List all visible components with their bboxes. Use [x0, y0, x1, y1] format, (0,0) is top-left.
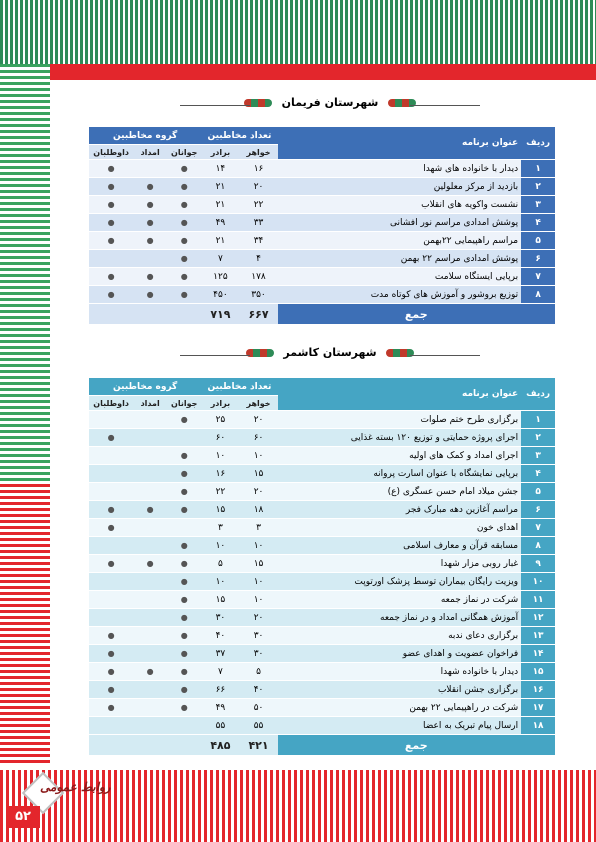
- header-sisters: خواهر: [239, 396, 277, 411]
- sum-sisters: ۴۲۱: [239, 735, 277, 756]
- row-number: ۲: [521, 178, 555, 196]
- volunteers-marker: ●: [89, 663, 133, 681]
- volunteers-marker: ●: [89, 627, 133, 645]
- program-title: اهدای خون: [278, 519, 522, 537]
- volunteers-marker: ●: [89, 196, 133, 214]
- volunteers-marker: ●: [89, 555, 133, 573]
- program-title: بازدید از مرکز معلولین: [278, 178, 522, 196]
- volunteers-marker: ●: [89, 268, 133, 286]
- relief-marker: [133, 465, 167, 483]
- relief-marker: [133, 717, 167, 735]
- row-number: ۳: [521, 196, 555, 214]
- program-title: شرکت در راهپیمایی ۲۲ بهمن: [278, 699, 522, 717]
- relief-marker: ●: [133, 286, 167, 304]
- header-volunteers: داوطلبان: [89, 396, 133, 411]
- row-number: ۱۶: [521, 681, 555, 699]
- relief-marker: ●: [133, 268, 167, 286]
- relief-marker: ●: [133, 501, 167, 519]
- volunteers-marker: ●: [89, 645, 133, 663]
- row-number: ۵: [521, 232, 555, 250]
- sum-label: جمع: [278, 304, 555, 325]
- brothers-count: ۱۲۵: [201, 268, 239, 286]
- sisters-count: ۱۷۸: [239, 268, 277, 286]
- program-title: شرکت در نماز جمعه: [278, 591, 522, 609]
- header-relief: امداد: [133, 396, 167, 411]
- row-number: ۸: [521, 286, 555, 304]
- header-count: تعداد مخاطبین: [201, 378, 277, 396]
- brothers-count: ۴۰: [201, 627, 239, 645]
- table-fariman: [89, 127, 555, 325]
- row-number: ۱۵: [521, 663, 555, 681]
- sisters-count: ۱۸: [239, 501, 277, 519]
- relief-marker: [133, 447, 167, 465]
- sum-row: [89, 735, 555, 756]
- brothers-count: ۷: [201, 250, 239, 268]
- youth-marker: ●: [167, 268, 201, 286]
- program-title: ارسال پیام تبریک به اعضا: [278, 717, 522, 735]
- row-number: ۵: [521, 483, 555, 501]
- brothers-count: ۷: [201, 663, 239, 681]
- program-title: آموزش همگانی امداد و در نماز جمعه: [278, 609, 522, 627]
- row-number: ۱۱: [521, 591, 555, 609]
- sum-label: جمع: [278, 735, 555, 756]
- table-row: [89, 609, 555, 627]
- relief-marker: [133, 160, 167, 178]
- table-row: [89, 681, 555, 699]
- youth-marker: ●: [167, 501, 201, 519]
- table-row: [89, 286, 555, 304]
- youth-marker: [167, 429, 201, 447]
- youth-marker: ●: [167, 286, 201, 304]
- relief-marker: ●: [133, 663, 167, 681]
- header-count: تعداد مخاطبین: [201, 127, 277, 145]
- volunteers-marker: [89, 717, 133, 735]
- sum-brothers: ۴۸۵: [201, 735, 239, 756]
- youth-marker: ●: [167, 573, 201, 591]
- row-number: ۷: [521, 268, 555, 286]
- brothers-count: ۳: [201, 519, 239, 537]
- brothers-count: ۲۱: [201, 196, 239, 214]
- row-number: ۱: [521, 160, 555, 178]
- program-title: فراخوان عضویت و اهدای عضو: [278, 645, 522, 663]
- sisters-count: ۳۰: [239, 645, 277, 663]
- volunteers-marker: ●: [89, 178, 133, 196]
- relief-marker: [133, 250, 167, 268]
- relief-marker: [133, 573, 167, 591]
- sisters-count: ۳۰: [239, 627, 277, 645]
- table-row: [89, 429, 555, 447]
- table-row: [89, 483, 555, 501]
- header-brothers: برادر: [201, 145, 239, 160]
- brothers-count: ۱۵: [201, 501, 239, 519]
- brothers-count: ۱۶: [201, 465, 239, 483]
- brothers-count: ۱۵: [201, 591, 239, 609]
- row-number: ۱۴: [521, 645, 555, 663]
- relief-marker: [133, 411, 167, 429]
- header-volunteers: داوطلبان: [89, 145, 133, 160]
- youth-marker: ●: [167, 465, 201, 483]
- table-row: [89, 411, 555, 429]
- table-row: [89, 501, 555, 519]
- program-title: پوشش امدادی مراسم ۲۲ بهمن: [278, 250, 522, 268]
- volunteers-marker: [89, 537, 133, 555]
- program-title: جشن میلاد امام حسن عسگری (ع): [278, 483, 522, 501]
- sisters-count: ۱۶: [239, 160, 277, 178]
- row-number: ۴: [521, 214, 555, 232]
- left-decorative-stripes: [0, 64, 50, 764]
- page-number: ۵۲: [6, 806, 40, 828]
- table-row: [89, 268, 555, 286]
- row-number: ۳: [521, 447, 555, 465]
- sisters-count: ۵۵: [239, 717, 277, 735]
- volunteers-marker: [89, 465, 133, 483]
- sisters-count: ۱۵: [239, 465, 277, 483]
- program-title: دیدار با خانواده های شهدا: [278, 160, 522, 178]
- program-title: برپایی ایستگاه سلامت: [278, 268, 522, 286]
- youth-marker: ●: [167, 196, 201, 214]
- row-number: ۱۸: [521, 717, 555, 735]
- volunteers-marker: [89, 250, 133, 268]
- program-title: اجرای امداد و کمک های اولیه: [278, 447, 522, 465]
- sisters-count: ۲۰: [239, 483, 277, 501]
- brothers-count: ۱۰: [201, 537, 239, 555]
- program-title: نشست واکویه های انقلاب: [278, 196, 522, 214]
- program-title: غبار روبی مزار شهدا: [278, 555, 522, 573]
- youth-marker: ●: [167, 699, 201, 717]
- volunteers-marker: [89, 447, 133, 465]
- volunteers-marker: ●: [89, 160, 133, 178]
- relief-marker: [133, 645, 167, 663]
- program-title: برگزاری دعای ندبه: [278, 627, 522, 645]
- sisters-count: ۱۰: [239, 447, 277, 465]
- title-rule-left: [180, 355, 250, 356]
- volunteers-marker: ●: [89, 429, 133, 447]
- header-title: عنوان برنامه: [278, 378, 522, 411]
- row-number: ۱۰: [521, 573, 555, 591]
- top-green-stripes: [0, 0, 596, 64]
- header-brothers: برادر: [201, 396, 239, 411]
- header-youth: جوانان: [167, 396, 201, 411]
- sisters-count: ۱۵: [239, 555, 277, 573]
- volunteers-marker: [89, 591, 133, 609]
- sum-blank: [89, 304, 201, 325]
- table-row: [89, 232, 555, 250]
- table-row: [89, 160, 555, 178]
- youth-marker: ●: [167, 178, 201, 196]
- youth-marker: ●: [167, 555, 201, 573]
- relief-marker: ●: [133, 555, 167, 573]
- youth-marker: ●: [167, 214, 201, 232]
- relief-marker: ●: [133, 232, 167, 250]
- volunteers-marker: ●: [89, 519, 133, 537]
- section-title-text: شهرستان فریمان: [281, 96, 379, 109]
- table-row: [89, 573, 555, 591]
- relief-marker: [133, 519, 167, 537]
- sisters-count: ۳۴: [239, 232, 277, 250]
- program-title: مراسم آغازین دهه مبارک فجر: [278, 501, 522, 519]
- table-row: [89, 555, 555, 573]
- youth-marker: ●: [167, 609, 201, 627]
- table-row: [89, 447, 555, 465]
- section-title-text: شهرستان کاشمر: [283, 346, 377, 359]
- table-row: [89, 627, 555, 645]
- row-number: ۹: [521, 555, 555, 573]
- table-kashmar: [89, 378, 555, 756]
- program-title: پوشش امدادی مراسم نور افشانی: [278, 214, 522, 232]
- row-number: ۱۲: [521, 609, 555, 627]
- table-row: [89, 178, 555, 196]
- youth-marker: ●: [167, 627, 201, 645]
- volunteers-marker: ●: [89, 232, 133, 250]
- youth-marker: ●: [167, 160, 201, 178]
- sisters-count: ۵۰: [239, 699, 277, 717]
- header-group: گروه مخاطبین: [89, 127, 201, 145]
- sisters-count: ۲۰: [239, 609, 277, 627]
- table-row: [89, 591, 555, 609]
- brothers-count: ۵: [201, 555, 239, 573]
- header-radif: ردیف: [521, 127, 555, 160]
- table-row: [89, 196, 555, 214]
- footer-logo: روابط عمومی: [40, 780, 111, 794]
- youth-marker: ●: [167, 447, 201, 465]
- sisters-count: ۲۰: [239, 178, 277, 196]
- volunteers-marker: ●: [89, 699, 133, 717]
- row-number: ۱۷: [521, 699, 555, 717]
- sisters-count: ۱۰: [239, 537, 277, 555]
- sum-sisters: ۶۶۷: [239, 304, 277, 325]
- sisters-count: ۳۵۰: [239, 286, 277, 304]
- youth-marker: ●: [167, 645, 201, 663]
- relief-marker: [133, 483, 167, 501]
- program-title: برگزاری طرح ختم صلوات: [278, 411, 522, 429]
- row-number: ۲: [521, 429, 555, 447]
- brothers-count: ۱۰: [201, 447, 239, 465]
- youth-marker: ●: [167, 591, 201, 609]
- youth-marker: ●: [167, 232, 201, 250]
- sisters-count: ۱۰: [239, 591, 277, 609]
- row-number: ۴: [521, 465, 555, 483]
- youth-marker: [167, 519, 201, 537]
- volunteers-marker: [89, 483, 133, 501]
- brothers-count: ۴۵۰: [201, 286, 239, 304]
- table-row: [89, 537, 555, 555]
- volunteers-marker: ●: [89, 501, 133, 519]
- top-red-band: [50, 64, 596, 80]
- brothers-count: ۲۱: [201, 178, 239, 196]
- program-title: برپایی نمایشگاه با عنوان اسارت پروانه: [278, 465, 522, 483]
- youth-marker: [167, 717, 201, 735]
- row-number: ۱: [521, 411, 555, 429]
- sum-row: [89, 304, 555, 325]
- relief-marker: [133, 681, 167, 699]
- brothers-count: ۲۱: [201, 232, 239, 250]
- table-row: [89, 699, 555, 717]
- brothers-count: ۴۹: [201, 699, 239, 717]
- program-title: مراسم راهپیمایی ۲۲بهمن: [278, 232, 522, 250]
- header-title: عنوان برنامه: [278, 127, 522, 160]
- row-number: ۸: [521, 537, 555, 555]
- relief-marker: ●: [133, 196, 167, 214]
- brothers-count: ۱۴: [201, 160, 239, 178]
- title-rule-right: [410, 355, 480, 356]
- table-row: [89, 717, 555, 735]
- volunteers-marker: ●: [89, 214, 133, 232]
- relief-marker: [133, 627, 167, 645]
- table-row: [89, 519, 555, 537]
- brothers-count: ۵۵: [201, 717, 239, 735]
- row-number: ۱۳: [521, 627, 555, 645]
- youth-marker: ●: [167, 681, 201, 699]
- sisters-count: ۴: [239, 250, 277, 268]
- header-relief: امداد: [133, 145, 167, 160]
- section-title-fariman: [180, 96, 480, 114]
- brothers-count: ۶۶: [201, 681, 239, 699]
- sum-blank: [89, 735, 201, 756]
- sisters-count: ۲۰: [239, 411, 277, 429]
- sisters-count: ۲۲: [239, 196, 277, 214]
- header-sisters: خواهر: [239, 145, 277, 160]
- youth-marker: ●: [167, 250, 201, 268]
- header-youth: جوانان: [167, 145, 201, 160]
- table-row: [89, 663, 555, 681]
- title-rule-left: [180, 105, 250, 106]
- header-group: گروه مخاطبین: [89, 378, 201, 396]
- brothers-count: ۴۹: [201, 214, 239, 232]
- youth-marker: ●: [167, 663, 201, 681]
- program-title: ویزیت رایگان بیماران توسط پزشک اورتوپت: [278, 573, 522, 591]
- sisters-count: ۱۰: [239, 573, 277, 591]
- youth-marker: ●: [167, 537, 201, 555]
- program-title: توزیع بروشور و آموزش های کوتاه مدت: [278, 286, 522, 304]
- sisters-count: ۳: [239, 519, 277, 537]
- table-row: [89, 645, 555, 663]
- row-number: ۶: [521, 250, 555, 268]
- youth-marker: ●: [167, 411, 201, 429]
- row-number: ۷: [521, 519, 555, 537]
- volunteers-marker: ●: [89, 286, 133, 304]
- program-title: مسابقه قرآن و معارف اسلامی: [278, 537, 522, 555]
- relief-marker: [133, 537, 167, 555]
- section-title-kashmar: [180, 346, 480, 364]
- brothers-count: ۳۷: [201, 645, 239, 663]
- program-title: برگزاری جشن انقلاب: [278, 681, 522, 699]
- sisters-count: ۳۳: [239, 214, 277, 232]
- table-row: [89, 214, 555, 232]
- volunteers-marker: [89, 411, 133, 429]
- relief-marker: [133, 591, 167, 609]
- program-title: دیدار با خانواده شهدا: [278, 663, 522, 681]
- relief-marker: ●: [133, 178, 167, 196]
- youth-marker: ●: [167, 483, 201, 501]
- sisters-count: ۵: [239, 663, 277, 681]
- table-row: [89, 250, 555, 268]
- relief-marker: ●: [133, 214, 167, 232]
- row-number: ۶: [521, 501, 555, 519]
- sisters-count: ۴۰: [239, 681, 277, 699]
- volunteers-marker: ●: [89, 681, 133, 699]
- sisters-count: ۶۰: [239, 429, 277, 447]
- relief-marker: [133, 609, 167, 627]
- relief-marker: [133, 699, 167, 717]
- brothers-count: ۶۰: [201, 429, 239, 447]
- relief-marker: [133, 429, 167, 447]
- header-radif: ردیف: [521, 378, 555, 411]
- volunteers-marker: [89, 573, 133, 591]
- brothers-count: ۲۵: [201, 411, 239, 429]
- program-title: اجرای پروژه حمایتی و توزیع ۱۲۰ بسته غذایی: [278, 429, 522, 447]
- brothers-count: ۲۲: [201, 483, 239, 501]
- sum-brothers: ۷۱۹: [201, 304, 239, 325]
- brothers-count: ۱۰: [201, 573, 239, 591]
- volunteers-marker: [89, 609, 133, 627]
- table-row: [89, 465, 555, 483]
- brothers-count: ۳۰: [201, 609, 239, 627]
- title-rule-right: [410, 105, 480, 106]
